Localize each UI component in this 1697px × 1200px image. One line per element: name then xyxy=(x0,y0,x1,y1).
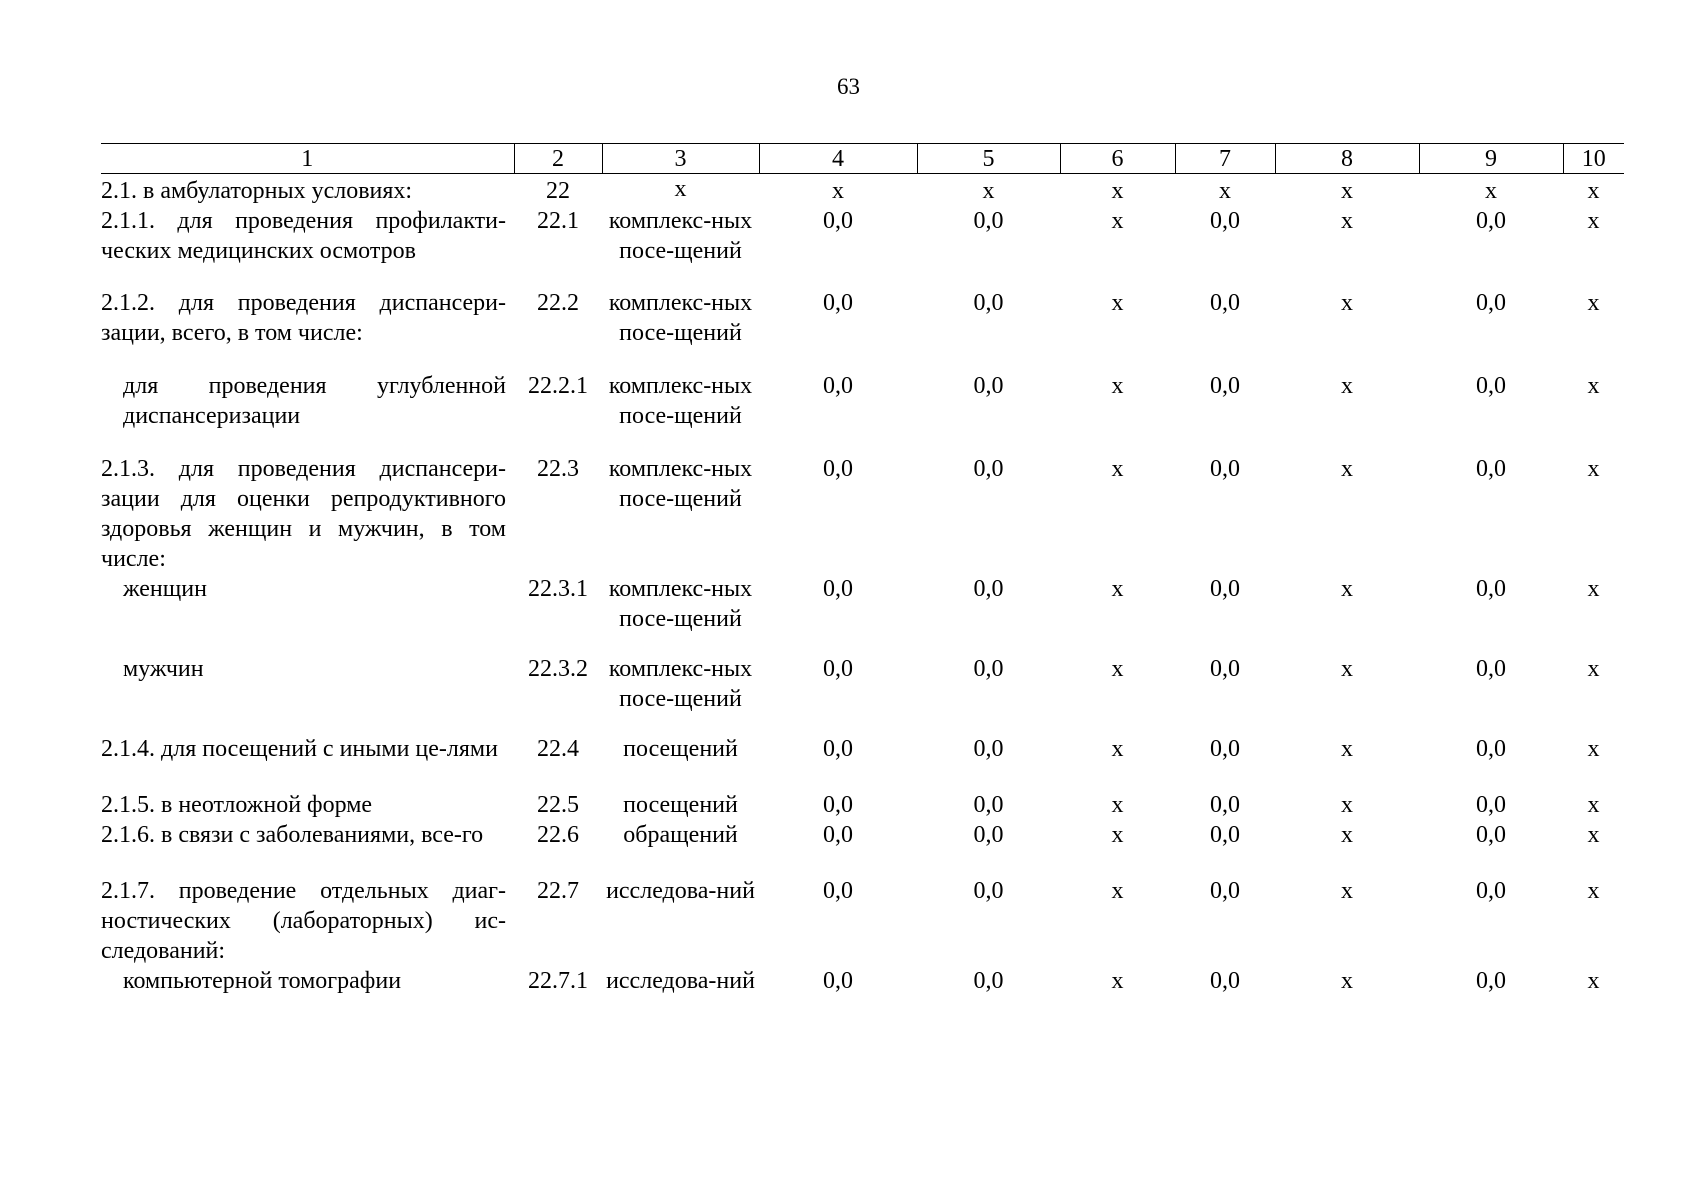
table-row xyxy=(101,734,1624,790)
table-body xyxy=(101,174,1624,1023)
column-header: 3 xyxy=(602,144,759,174)
table-row xyxy=(101,174,1624,207)
column-header: 1 xyxy=(101,144,514,174)
row-code: 22.3 xyxy=(537,456,579,482)
table-row xyxy=(101,654,1624,734)
cell-col9: 0,0 xyxy=(1476,878,1506,904)
cell-col10: х xyxy=(1587,290,1600,316)
row-name: 2.1.7. проведение отдельных диаг-ностических (лабораторных) ис-следований: xyxy=(101,878,506,964)
row-name: 2.1.5. в неотложной форме xyxy=(101,792,373,818)
row-unit: комплекс-ных посе-щений xyxy=(608,576,753,632)
cell-col5: 0,0 xyxy=(973,456,1004,482)
cell-col8: х xyxy=(1341,456,1353,482)
cell-col8: х xyxy=(1341,792,1353,818)
cell-col8: х xyxy=(1341,736,1353,762)
column-header: 9 xyxy=(1419,144,1563,174)
row-unit: комплекс-ных посе-щений xyxy=(608,208,753,264)
cell-col5: 0,0 xyxy=(973,576,1004,602)
cell-col7: 0,0 xyxy=(1210,290,1240,316)
row-unit: комплекс-ных посе-щений xyxy=(608,456,753,512)
table-row xyxy=(101,966,1624,1022)
row-name: 2.1. в амбулаторных условиях: xyxy=(101,178,413,204)
page-number: 63 xyxy=(837,74,860,99)
row-code: 22.6 xyxy=(537,822,579,848)
cell-col4: 0,0 xyxy=(823,792,853,818)
cell-col4: 0,0 xyxy=(823,576,853,602)
cell-col9: 0,0 xyxy=(1476,792,1506,818)
cell-col9: 0,0 xyxy=(1476,456,1506,482)
column-header: 10 xyxy=(1563,144,1624,174)
cell-col8: х xyxy=(1341,576,1353,602)
cell-col9: 0,0 xyxy=(1476,290,1506,316)
row-name: женщин xyxy=(123,576,207,602)
row-code: 22.2 xyxy=(537,290,579,316)
column-header: 4 xyxy=(759,144,917,174)
cell-col9: 0,0 xyxy=(1476,373,1506,399)
cell-col7: 0,0 xyxy=(1210,576,1240,602)
cell-col4: 0,0 xyxy=(823,736,853,762)
table-row xyxy=(101,288,1624,371)
table-row xyxy=(101,574,1624,654)
cell-col10: х xyxy=(1587,656,1600,682)
cell-col4: 0,0 xyxy=(823,878,853,904)
row-name: 2.1.6. в связи с заболеваниями, все-го xyxy=(101,822,484,848)
cell-col8: х xyxy=(1341,208,1353,234)
cell-col8: х xyxy=(1341,373,1353,399)
cell-col8: х xyxy=(1341,178,1353,204)
cell-col4: 0,0 xyxy=(823,968,853,994)
row-name: для проведения углубленной диспансеризации xyxy=(123,373,506,429)
cell-col7: 0,0 xyxy=(1210,456,1240,482)
row-code: 22.7.1 xyxy=(528,968,588,994)
table-row xyxy=(101,876,1624,966)
table-row xyxy=(101,790,1624,820)
row-name: 2.1.4. для посещений с иными це-лями xyxy=(101,736,498,762)
row-code: 22.5 xyxy=(537,792,579,818)
column-header: 8 xyxy=(1275,144,1419,174)
cell-col5: 0,0 xyxy=(973,968,1004,994)
cell-col10: х xyxy=(1587,178,1600,204)
cell-col6: х xyxy=(1111,208,1124,234)
cell-col7: 0,0 xyxy=(1210,822,1240,848)
cell-col7: 0,0 xyxy=(1210,736,1240,762)
cell-col10: х xyxy=(1587,822,1600,848)
cell-col9: х xyxy=(1485,178,1497,204)
column-header: 2 xyxy=(514,144,602,174)
row-code: 22 xyxy=(546,178,570,204)
cell-col10: х xyxy=(1587,968,1600,994)
cell-col6: х xyxy=(1111,968,1124,994)
cell-col10: х xyxy=(1587,208,1600,234)
cell-col9: 0,0 xyxy=(1476,736,1506,762)
table-row xyxy=(101,206,1624,288)
cell-col5: 0,0 xyxy=(973,878,1004,904)
cell-col7: 0,0 xyxy=(1210,878,1240,904)
cell-col7: 0,0 xyxy=(1210,656,1240,682)
row-name: 2.1.2. для проведения диспансери-зации, всего, в том числе: xyxy=(101,290,506,346)
cell-col6: х xyxy=(1111,373,1124,399)
cell-col4: 0,0 xyxy=(823,208,853,234)
row-unit: исследова-ний xyxy=(606,968,755,994)
row-unit: исследова-ний xyxy=(606,878,755,904)
row-name: компьютерной томографии xyxy=(123,968,402,994)
row-name: 2.1.3. для проведения диспансери-зации для оценки репродуктивного здоровья женщин и мужчин, в том числе: xyxy=(101,456,506,572)
row-unit: посещений xyxy=(623,736,738,762)
row-code: 22.7 xyxy=(537,878,579,904)
cell-col6: х xyxy=(1111,456,1124,482)
row-unit: комплекс-ных посе-щений xyxy=(608,656,753,712)
header-row xyxy=(101,144,1624,174)
cell-col8: х xyxy=(1341,656,1353,682)
cell-col5: 0,0 xyxy=(973,208,1004,234)
cell-col9: 0,0 xyxy=(1476,576,1506,602)
cell-col9: 0,0 xyxy=(1476,822,1506,848)
row-code: 22.4 xyxy=(537,736,579,762)
cell-col4: 0,0 xyxy=(823,656,853,682)
cell-col7: 0,0 xyxy=(1210,373,1240,399)
column-header: 7 xyxy=(1175,144,1275,174)
cell-col5: 0,0 xyxy=(973,373,1004,399)
cell-col4: 0,0 xyxy=(823,373,853,399)
cell-col5: 0,0 xyxy=(973,290,1004,316)
cell-col6: х xyxy=(1111,656,1124,682)
cell-col9: 0,0 xyxy=(1476,968,1506,994)
data-table xyxy=(101,143,1624,1022)
cell-col9: 0,0 xyxy=(1476,656,1506,682)
cell-col4: 0,0 xyxy=(823,290,853,316)
cell-col5: 0,0 xyxy=(973,656,1004,682)
column-header: 5 xyxy=(917,144,1060,174)
cell-col6: х xyxy=(1111,576,1124,602)
row-code: 22.1 xyxy=(537,208,579,234)
table-row xyxy=(101,820,1624,876)
cell-col4: 0,0 xyxy=(823,456,853,482)
cell-col5: 0,0 xyxy=(973,736,1004,762)
cell-col6: х xyxy=(1111,178,1124,204)
row-name: 2.1.1. для проведения профилакти-ческих медицинских осмотров xyxy=(101,208,506,264)
row-unit: обращений xyxy=(623,822,738,848)
cell-col6: х xyxy=(1111,736,1124,762)
cell-col7: 0,0 xyxy=(1210,792,1240,818)
row-unit: посещений xyxy=(623,792,738,818)
cell-col5: 0,0 xyxy=(973,822,1004,848)
cell-col6: х xyxy=(1111,878,1124,904)
cell-col5: 0,0 xyxy=(973,792,1004,818)
cell-col7: х xyxy=(1219,178,1231,204)
cell-col10: х xyxy=(1587,456,1600,482)
row-code: 22.3.1 xyxy=(528,576,588,602)
cell-col10: х xyxy=(1587,792,1600,818)
table-row xyxy=(101,454,1624,574)
row-unit: комплекс-ных посе-щений xyxy=(608,290,753,346)
cell-col4: х xyxy=(832,178,844,204)
column-header: 6 xyxy=(1060,144,1175,174)
cell-col8: х xyxy=(1341,290,1353,316)
row-unit: х xyxy=(674,176,687,202)
row-name: мужчин xyxy=(123,656,204,682)
cell-col7: 0,0 xyxy=(1210,208,1240,234)
cell-col9: 0,0 xyxy=(1476,208,1506,234)
cell-col10: х xyxy=(1587,736,1600,762)
row-code: 22.2.1 xyxy=(528,373,588,399)
cell-col6: х xyxy=(1111,822,1124,848)
row-unit: комплекс-ных посе-щений xyxy=(608,373,753,429)
table-row xyxy=(101,371,1624,454)
cell-col10: х xyxy=(1587,878,1600,904)
cell-col6: х xyxy=(1111,792,1124,818)
cell-col8: х xyxy=(1341,822,1353,848)
cell-col10: х xyxy=(1587,576,1600,602)
cell-col7: 0,0 xyxy=(1210,968,1240,994)
cell-col6: х xyxy=(1111,290,1124,316)
cell-col4: 0,0 xyxy=(823,822,853,848)
row-code: 22.3.2 xyxy=(528,656,588,682)
cell-col8: х xyxy=(1341,878,1353,904)
cell-col5: х xyxy=(982,178,995,204)
cell-col10: х xyxy=(1587,373,1600,399)
cell-col8: х xyxy=(1341,968,1353,994)
